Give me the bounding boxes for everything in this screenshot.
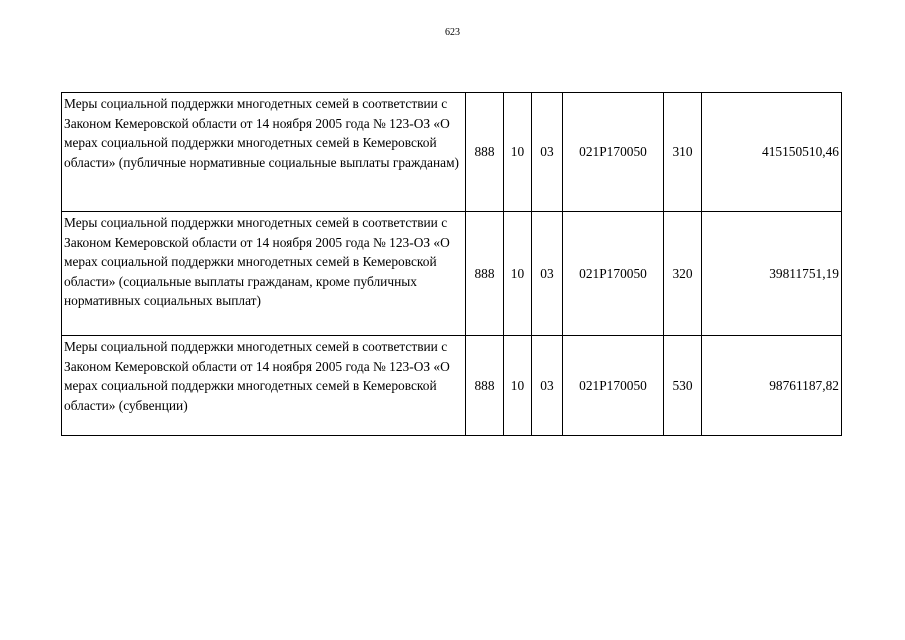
target-article-cell: 021P170050 bbox=[563, 336, 664, 436]
expense-name-cell: Меры социальной поддержки многодетных семей в соответствии с Законом Кемеровской области от 14 ноября 2005 года № 123-ОЗ «О мерах социальной поддержки многодетных семей в Кемеровской области» (социальные выплаты гражданам, кроме публичных нормативных социальных выплат) bbox=[62, 212, 466, 336]
amount-cell: 98761187,82 bbox=[702, 336, 842, 436]
table-row bbox=[62, 93, 842, 212]
subsection-code-cell: 03 bbox=[532, 93, 563, 212]
section-code-cell: 10 bbox=[504, 93, 532, 212]
ministry-code-cell: 888 bbox=[466, 212, 504, 336]
amount-cell: 39811751,19 bbox=[702, 212, 842, 336]
section-code-cell: 10 bbox=[504, 336, 532, 436]
page-number: 623 bbox=[445, 27, 460, 38]
ministry-code-cell: 888 bbox=[466, 93, 504, 212]
table-row bbox=[62, 212, 842, 336]
expense-name-cell: Меры социальной поддержки многодетных семей в соответствии с Законом Кемеровской области от 14 ноября 2005 года № 123-ОЗ «О мерах социальной поддержки многодетных семей в Кемеровской области» (субвенции) bbox=[62, 336, 466, 436]
subsection-code-cell: 03 bbox=[532, 212, 563, 336]
target-article-cell: 021P170050 bbox=[563, 93, 664, 212]
subsection-code-cell: 03 bbox=[532, 336, 563, 436]
budget-table bbox=[61, 92, 842, 436]
section-code-cell: 10 bbox=[504, 212, 532, 336]
amount-cell: 415150510,46 bbox=[702, 93, 842, 212]
table-row bbox=[62, 336, 842, 436]
expense-name-cell: Меры социальной поддержки многодетных семей в соответствии с Законом Кемеровской области от 14 ноября 2005 года № 123-ОЗ «О мерах социальной поддержки многодетных семей в Кемеровской области» (публичные нормативные социальные выплаты гражданам) bbox=[62, 93, 466, 212]
target-article-cell: 021P170050 bbox=[563, 212, 664, 336]
expense-type-cell: 530 bbox=[664, 336, 702, 436]
expense-type-cell: 320 bbox=[664, 212, 702, 336]
expense-type-cell: 310 bbox=[664, 93, 702, 212]
ministry-code-cell: 888 bbox=[466, 336, 504, 436]
